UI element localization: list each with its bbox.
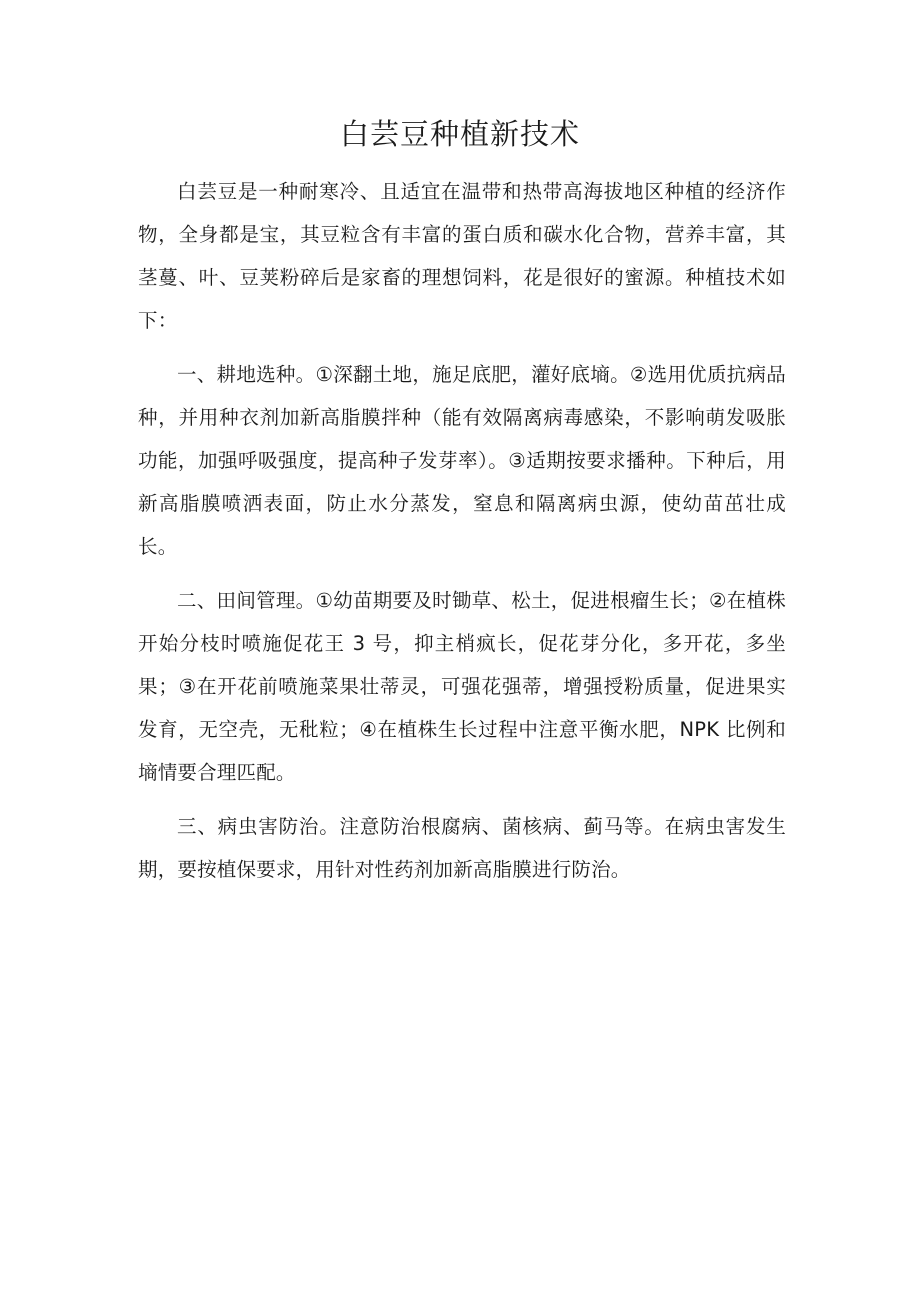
page-title: 白芸豆种植新技术 — [339, 117, 580, 151]
document-body — [138, 170, 786, 902]
paragraph-pest-control: 三、病虫害防治。注意防治根腐病、菌核病、蓟马等。在病虫害发生期，要按植保要求，用针对性药剂加新高脂膜进行防治。 — [138, 815, 786, 881]
paragraph-tillage-seed-selection: 一、耕地选种。①深翻土地，施足底肥，灌好底墒。②选用优质抗病品种，并用种衣剂加新高脂膜拌种（能有效隔离病毒感染，不影响萌发吸胀功能，加强呼吸强度，提高种子发芽率）。③适期按要求播种。下种后，用新高脂膜喷洒表面，防止水分蒸发，窒息和隔离病虫源，使幼苗茁壮成长。 — [138, 363, 786, 558]
paragraph-field-management: 二、田间管理。①幼苗期要及时锄草、松土，促进根瘤生长；②在植株开始分枝时喷施促花王 3 号，抑主梢疯长，促花芽分化，多开花，多坐果；③在开花前喷施菜果壮蒂灵，可强花强蒂，增强授粉质量，促进果实发育，无空壳，无秕粒；④在植株生长过程中注意平衡水肥，NPK 比例和墒情要合理匹配。 — [138, 589, 786, 784]
paragraph-intro: 白芸豆是一种耐寒冷、且适宜在温带和热带高海拔地区种植的经济作物，全身都是宝，其豆粒含有丰富的蛋白质和碳水化合物，营养丰富，其茎蔓、叶、豆荚粉碎后是家畜的理想饲料，花是很好的蜜源。种植技术如下： — [138, 180, 786, 332]
